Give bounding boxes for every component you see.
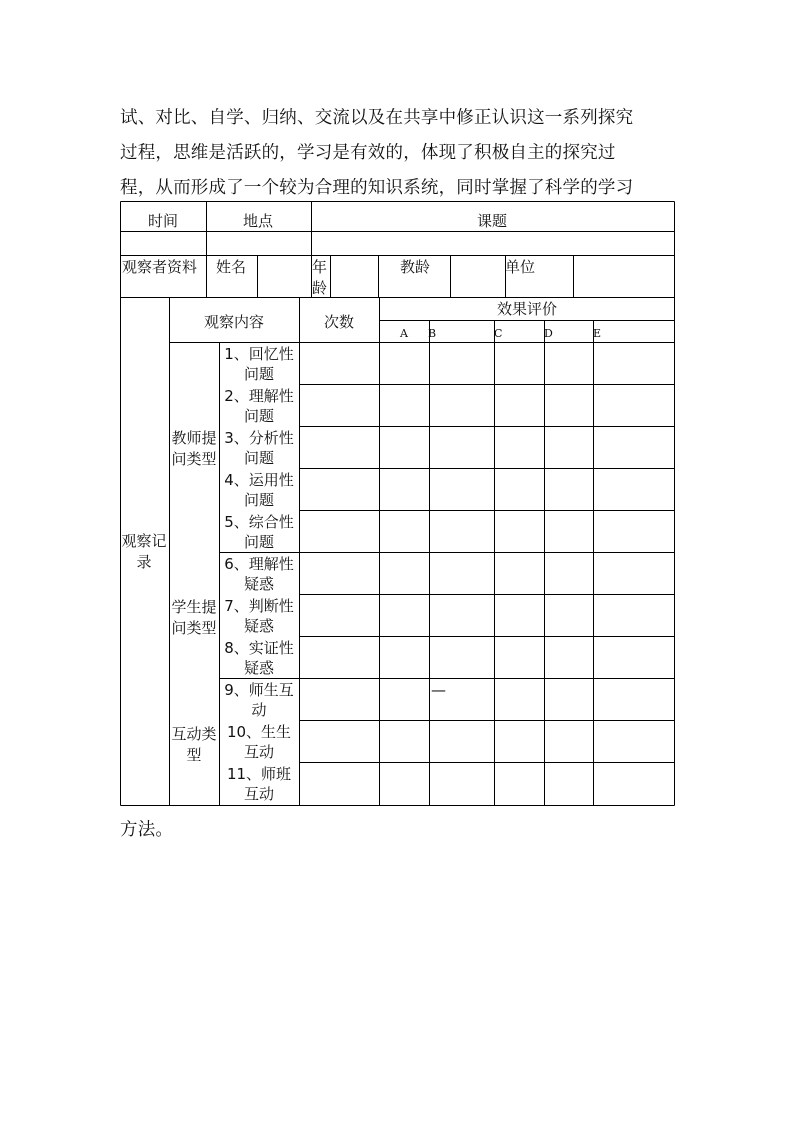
item-4-line-1: 4、运用性: [224, 471, 294, 489]
grade-a: A: [400, 327, 408, 340]
group-teacher-label-2: 问类型: [171, 450, 217, 468]
paragraph-line-2: 过程，思维是活跃的，学习是有效的，体现了积极自主的探究过: [120, 143, 616, 163]
paragraph-ending: 方法。: [120, 820, 174, 840]
grade-b: B: [428, 327, 437, 340]
item-9-line-1: 9、师生互: [224, 681, 294, 699]
group-interaction-label-2: 型: [186, 746, 202, 764]
item-10-line-1: 10、生生: [226, 723, 292, 741]
observation-form-table: [120, 201, 675, 806]
item-7-line-2: 疑惑: [243, 617, 275, 635]
item-3-line-2: 问题: [243, 449, 275, 467]
paragraph-line-3: 程，从而形成了一个较为合理的知识系统，同时掌握了科学的学习: [120, 178, 634, 198]
count-header: 次数: [323, 313, 355, 331]
item-6-line-1: 6、理解性: [224, 555, 294, 573]
paragraph-line-1: 试、对比、自学、归纳、交流以及在共享中修正认识这一系列探究: [120, 108, 634, 128]
grade-e: E: [593, 327, 602, 340]
observer-teaching-age-label: 教龄: [400, 258, 431, 276]
header-time: 时间: [147, 212, 179, 230]
grade-d: D: [544, 327, 553, 340]
item-9-line-2: 动: [251, 701, 267, 719]
dash-mark: —: [431, 681, 446, 699]
item-8-line-2: 疑惑: [243, 659, 275, 677]
item-11-line-2: 互动: [243, 785, 275, 803]
header-topic: 课题: [476, 212, 508, 230]
item-2-line-2: 问题: [243, 407, 275, 425]
group-student-label-2: 问类型: [171, 619, 217, 637]
item-10-line-2: 互动: [243, 743, 275, 761]
observer-name-label: 姓名: [216, 258, 247, 276]
group-interaction-label-1: 互动类: [171, 725, 217, 743]
item-4-line-2: 问题: [243, 491, 275, 509]
item-5-line-2: 问题: [243, 533, 275, 551]
effect-header: 效果评价: [496, 300, 558, 318]
item-5-line-1: 5、综合性: [224, 513, 294, 531]
header-place: 地点: [242, 212, 274, 230]
item-2-line-1: 2、理解性: [224, 387, 294, 405]
observer-label: 观察者资料: [122, 258, 198, 276]
grade-c: C: [494, 327, 503, 340]
item-8-line-1: 8、实证性: [224, 639, 294, 657]
observer-unit-label: 单位: [505, 258, 536, 276]
observer-age-label-2: 龄: [312, 279, 328, 297]
item-7-line-1: 7、判断性: [224, 597, 294, 615]
item-11-line-1: 11、师班: [226, 765, 292, 783]
group-student-label-1: 学生提: [171, 598, 217, 616]
observer-age-label-1: 年: [312, 258, 328, 276]
item-1-line-2: 问题: [243, 365, 275, 383]
item-1-line-1: 1、回忆性: [224, 345, 294, 363]
content-header: 观察内容: [203, 313, 265, 331]
item-6-line-2: 疑惑: [243, 575, 275, 593]
record-label-2: 录: [136, 553, 152, 571]
item-3-line-1: 3、分析性: [224, 429, 294, 447]
group-teacher-label-1: 教师提: [171, 429, 217, 447]
record-label-1: 观察记: [121, 532, 167, 550]
table-grid: [121, 202, 675, 806]
